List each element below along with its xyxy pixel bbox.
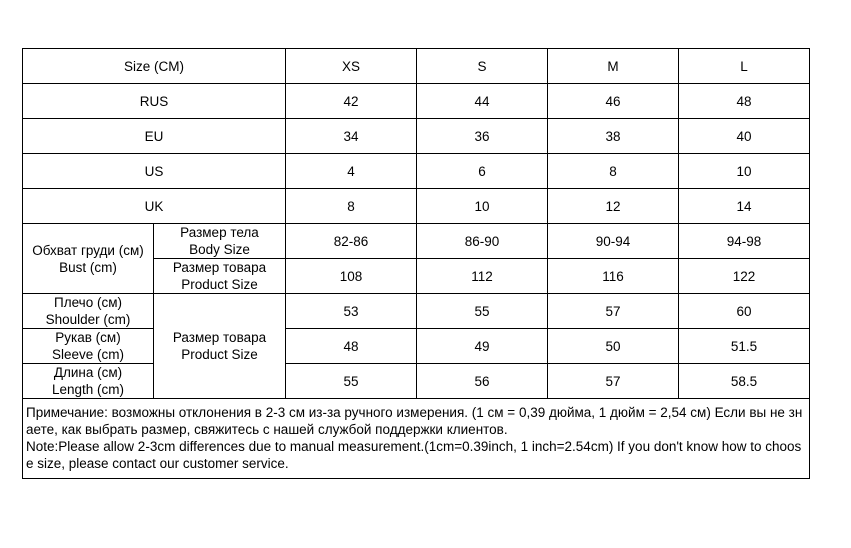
bust-body-row: [23, 224, 810, 259]
note-cell: [23, 399, 810, 479]
sleeve-label-ru: Рукав (см): [55, 330, 121, 345]
sleeve-s: 49: [417, 329, 548, 364]
size-cm-header: Size (CM): [23, 49, 286, 84]
eu-m: 38: [548, 119, 679, 154]
sleeve-label: [23, 329, 154, 364]
bust-product-m: 116: [548, 259, 679, 294]
header-row: [23, 49, 810, 84]
us-l: 10: [679, 154, 810, 189]
shoulder-l: 60: [679, 294, 810, 329]
product-size-label-en: Product Size: [181, 347, 258, 362]
bust-label-en: Bust (cm): [59, 259, 117, 275]
bust-label-ru: Обхват груди (см): [32, 242, 144, 258]
uk-m: 12: [548, 189, 679, 224]
us-row: [23, 154, 810, 189]
length-l: 58.5: [679, 364, 810, 399]
sleeve-m: 50: [548, 329, 679, 364]
length-xs: 55: [286, 364, 417, 399]
eu-xs: 34: [286, 119, 417, 154]
body-size-label-ru: Размер тела: [180, 225, 259, 240]
body-size-label-en: Body Size: [189, 242, 250, 257]
note-row: [23, 399, 810, 479]
uk-row: [23, 189, 810, 224]
note-en: Note:Please allow 2-3cm differences due to manual measurement.(1cm=0.39inch, 1 inch=2.54cm) If you don't know how to choose size, please contact our customer service.: [26, 439, 802, 471]
shoulder-m: 57: [548, 294, 679, 329]
size-chart-table: [22, 48, 810, 479]
sleeve-xs: 48: [286, 329, 417, 364]
bust-body-l: 94-98: [679, 224, 810, 259]
shoulder-label-ru: Плечо (см): [54, 295, 122, 310]
bust-label: [23, 224, 154, 294]
shoulder-row: [23, 294, 810, 329]
sleeve-label-en: Sleeve (cm): [51, 347, 124, 362]
shoulder-label: [23, 294, 154, 329]
uk-label: UK: [23, 189, 286, 224]
eu-l: 40: [679, 119, 810, 154]
length-label-ru: Длина (см): [53, 365, 123, 380]
eu-row: [23, 119, 810, 154]
rus-xs: 42: [286, 84, 417, 119]
bust-product-s: 112: [417, 259, 548, 294]
bust-product-size-label-ru: Размер товара: [172, 260, 267, 275]
product-size-label-ru: Размер товара: [172, 330, 267, 345]
bust-product-size-label-en: Product Size: [181, 277, 258, 292]
bust-product-l: 122: [679, 259, 810, 294]
size-m-header: M: [548, 49, 679, 84]
uk-l: 14: [679, 189, 810, 224]
size-s-header: S: [417, 49, 548, 84]
shoulder-label-en: Shoulder (cm): [45, 312, 131, 327]
bust-product-xs: 108: [286, 259, 417, 294]
shoulder-xs: 53: [286, 294, 417, 329]
bust-body-xs: 82-86: [286, 224, 417, 259]
us-label: US: [23, 154, 286, 189]
size-xs-header: XS: [286, 49, 417, 84]
rus-l: 48: [679, 84, 810, 119]
length-row: [23, 364, 810, 399]
us-xs: 4: [286, 154, 417, 189]
rus-s: 44: [417, 84, 548, 119]
note-ru: Примечание: возможны отклонения в 2-3 см из-за ручного измерения. (1 см = 0,39 дюйма, 1 дюйм = 2,54 см) Если вы не знаете, как выбрать размер, свяжитесь с нашей службой поддержки клиентов.: [26, 405, 803, 437]
bust-body-s: 86-90: [417, 224, 548, 259]
eu-label: EU: [23, 119, 286, 154]
us-s: 6: [417, 154, 548, 189]
bust-product-size-label: [154, 259, 286, 294]
sleeve-l: 51.5: [679, 329, 810, 364]
length-s: 56: [417, 364, 548, 399]
length-label: [23, 364, 154, 399]
uk-xs: 8: [286, 189, 417, 224]
size-l-header: L: [679, 49, 810, 84]
rus-m: 46: [548, 84, 679, 119]
length-m: 57: [548, 364, 679, 399]
body-size-label: [154, 224, 286, 259]
shoulder-s: 55: [417, 294, 548, 329]
product-size-label: [154, 294, 286, 399]
us-m: 8: [548, 154, 679, 189]
bust-body-m: 90-94: [548, 224, 679, 259]
length-label-en: Length (cm): [51, 382, 125, 397]
rus-label: RUS: [23, 84, 286, 119]
uk-s: 10: [417, 189, 548, 224]
eu-s: 36: [417, 119, 548, 154]
sleeve-row: [23, 329, 810, 364]
rus-row: [23, 84, 810, 119]
